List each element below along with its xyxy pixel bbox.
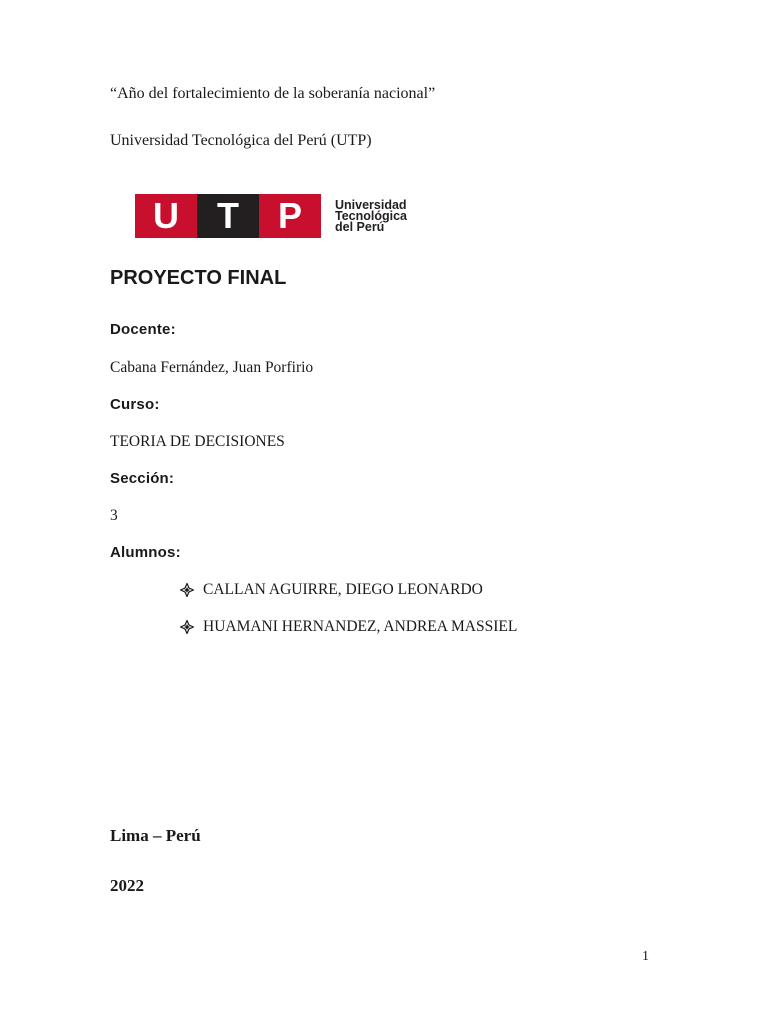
student-name: HUAMANI HERNANDEZ, ANDREA MASSIEL — [203, 618, 518, 635]
seccion-value: 3 — [110, 507, 118, 524]
motto-text: “Año del fortalecimiento de la soberanía nacional” — [110, 85, 436, 102]
city-text: Lima – Perú — [110, 826, 201, 845]
student-list-item — [180, 618, 517, 636]
logo-wordmark-line-2: Tecnológica — [335, 208, 408, 223]
year-text: 2022 — [110, 876, 144, 895]
logo-wordmark-line-3: del Perú — [335, 219, 385, 234]
curso-label: Curso: — [110, 396, 160, 413]
utp-logo — [135, 194, 435, 238]
student-name: CALLAN AGUIRRE, DIEGO LEONARDO — [203, 581, 483, 598]
logo-letter-p: P — [259, 194, 321, 238]
document-title: PROYECTO FINAL — [110, 267, 287, 289]
logo-letter-t: T — [197, 194, 259, 238]
seccion-label: Sección: — [110, 470, 175, 487]
logo-wordmark — [335, 197, 408, 234]
page-number: 1 — [642, 949, 649, 964]
logo-letter-u: U — [135, 194, 197, 238]
docente-value: Cabana Fernández, Juan Porfirio — [110, 359, 314, 376]
diamond-bullet-icon — [180, 620, 194, 634]
alumnos-label: Alumnos: — [110, 544, 181, 561]
curso-value: TEORIA DE DECISIONES — [110, 433, 285, 450]
student-list-item — [180, 581, 483, 599]
diamond-bullet-icon — [180, 583, 194, 597]
docente-label: Docente: — [110, 321, 176, 338]
logo-wordmark-line-1: Universidad — [335, 197, 407, 212]
logo-letter-blocks — [135, 194, 321, 238]
university-name: Universidad Tecnológica del Perú (UTP) — [110, 132, 372, 149]
